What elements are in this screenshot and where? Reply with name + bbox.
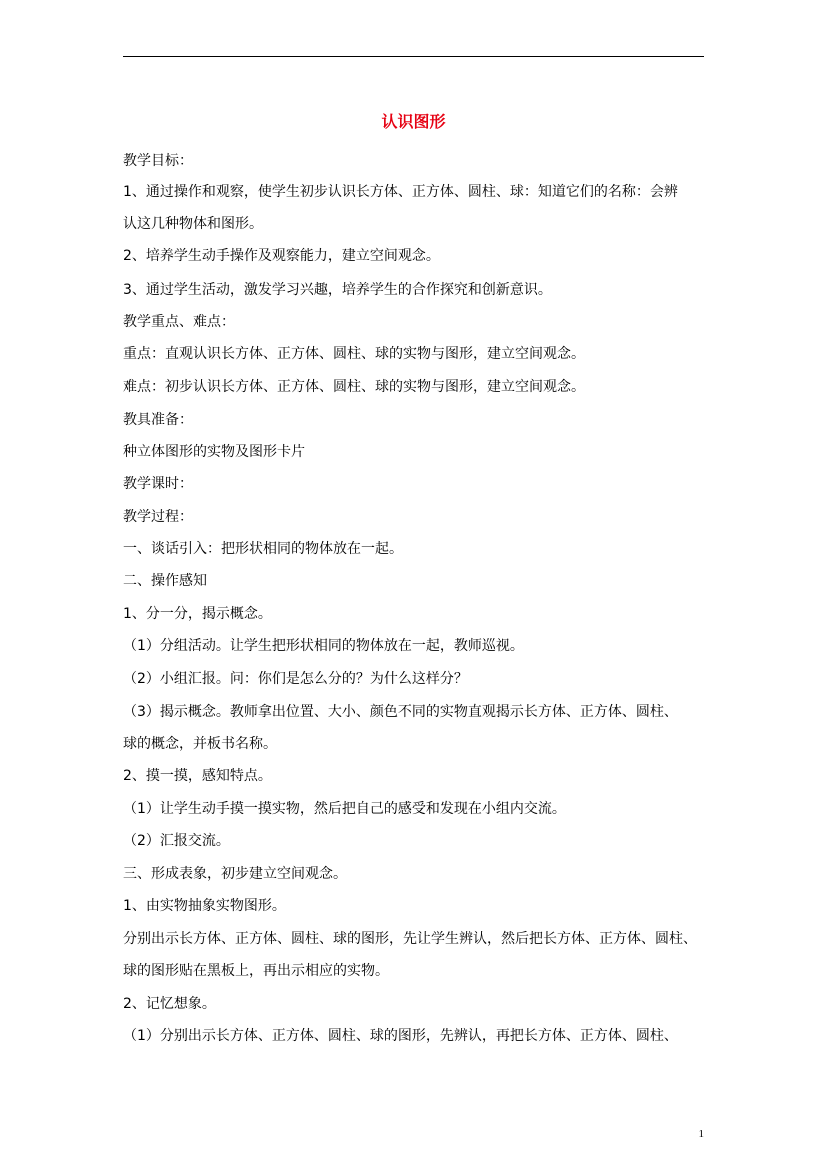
text-line: 教学课时： (123, 476, 193, 492)
text-line: 2、记忆想象。 (123, 996, 216, 1012)
text-line: 种立体图形的实物及图形卡片 (123, 444, 305, 460)
text-line: 一、谈话引入：把形状相同的物体放在一起。 (123, 541, 403, 557)
text-line: 二、操作感知 (123, 573, 207, 589)
text-line: 三、形成表象，初步建立空间观念。 (123, 866, 347, 882)
text-line: 分别出示长方体、正方体、圆柱、球的图形，先让学生辨认，然后把长方体、正方体、圆柱、 (123, 931, 697, 947)
text-line: （2）小组汇报。问：你们是怎么分的？为什么这样分？ (123, 671, 468, 687)
text-line: 认这几种物体和图形。 (123, 216, 263, 232)
text-line: 1、由实物抽象实物图形。 (123, 898, 286, 914)
text-line: 教学目标： (123, 153, 193, 169)
text-line: 教学重点、难点： (123, 314, 235, 330)
text-line: 2、摸一摸，感知特点。 (123, 768, 272, 784)
text-line: 球的图形贴在黑板上，再出示相应的实物。 (123, 963, 389, 979)
header-rule (123, 56, 704, 57)
text-line: （2）汇报交流。 (123, 833, 230, 849)
page-number: 1 (698, 1128, 704, 1140)
text-line: 教学过程： (123, 509, 193, 525)
text-line: 重点：直观认识长方体、正方体、圆柱、球的实物与图形，建立空间观念。 (123, 346, 585, 362)
text-line: （1）分别出示长方体、正方体、圆柱、球的图形，先辨认，再把长方体、正方体、圆柱、 (123, 1028, 678, 1044)
document-title: 认识图形 (381, 112, 446, 131)
text-line: （1）分组活动。让学生把形状相同的物体放在一起，教师巡视。 (123, 638, 524, 654)
text-line: （3）揭示概念。教师拿出位置、大小、颜色不同的实物直观揭示长方体、正方体、圆柱、 (123, 704, 678, 720)
text-line: 教具准备： (123, 412, 193, 428)
text-line: 难点：初步认识长方体、正方体、圆柱、球的实物与图形，建立空间观念。 (123, 379, 585, 395)
text-line: 3、通过学生活动，激发学习兴趣，培养学生的合作探究和创新意识。 (123, 282, 552, 298)
text-line: 2、培养学生动手操作及观察能力，建立空间观念。 (123, 248, 440, 264)
text-line: 1、通过操作和观察，使学生初步认识长方体、正方体、圆柱、球：知道它们的名称：会辨 (123, 184, 678, 200)
text-line: 球的概念，并板书名称。 (123, 736, 277, 752)
text-line: （1）让学生动手摸一摸实物，然后把自己的感受和发现在小组内交流。 (123, 801, 566, 817)
text-line: 1、分一分，揭示概念。 (123, 606, 272, 622)
